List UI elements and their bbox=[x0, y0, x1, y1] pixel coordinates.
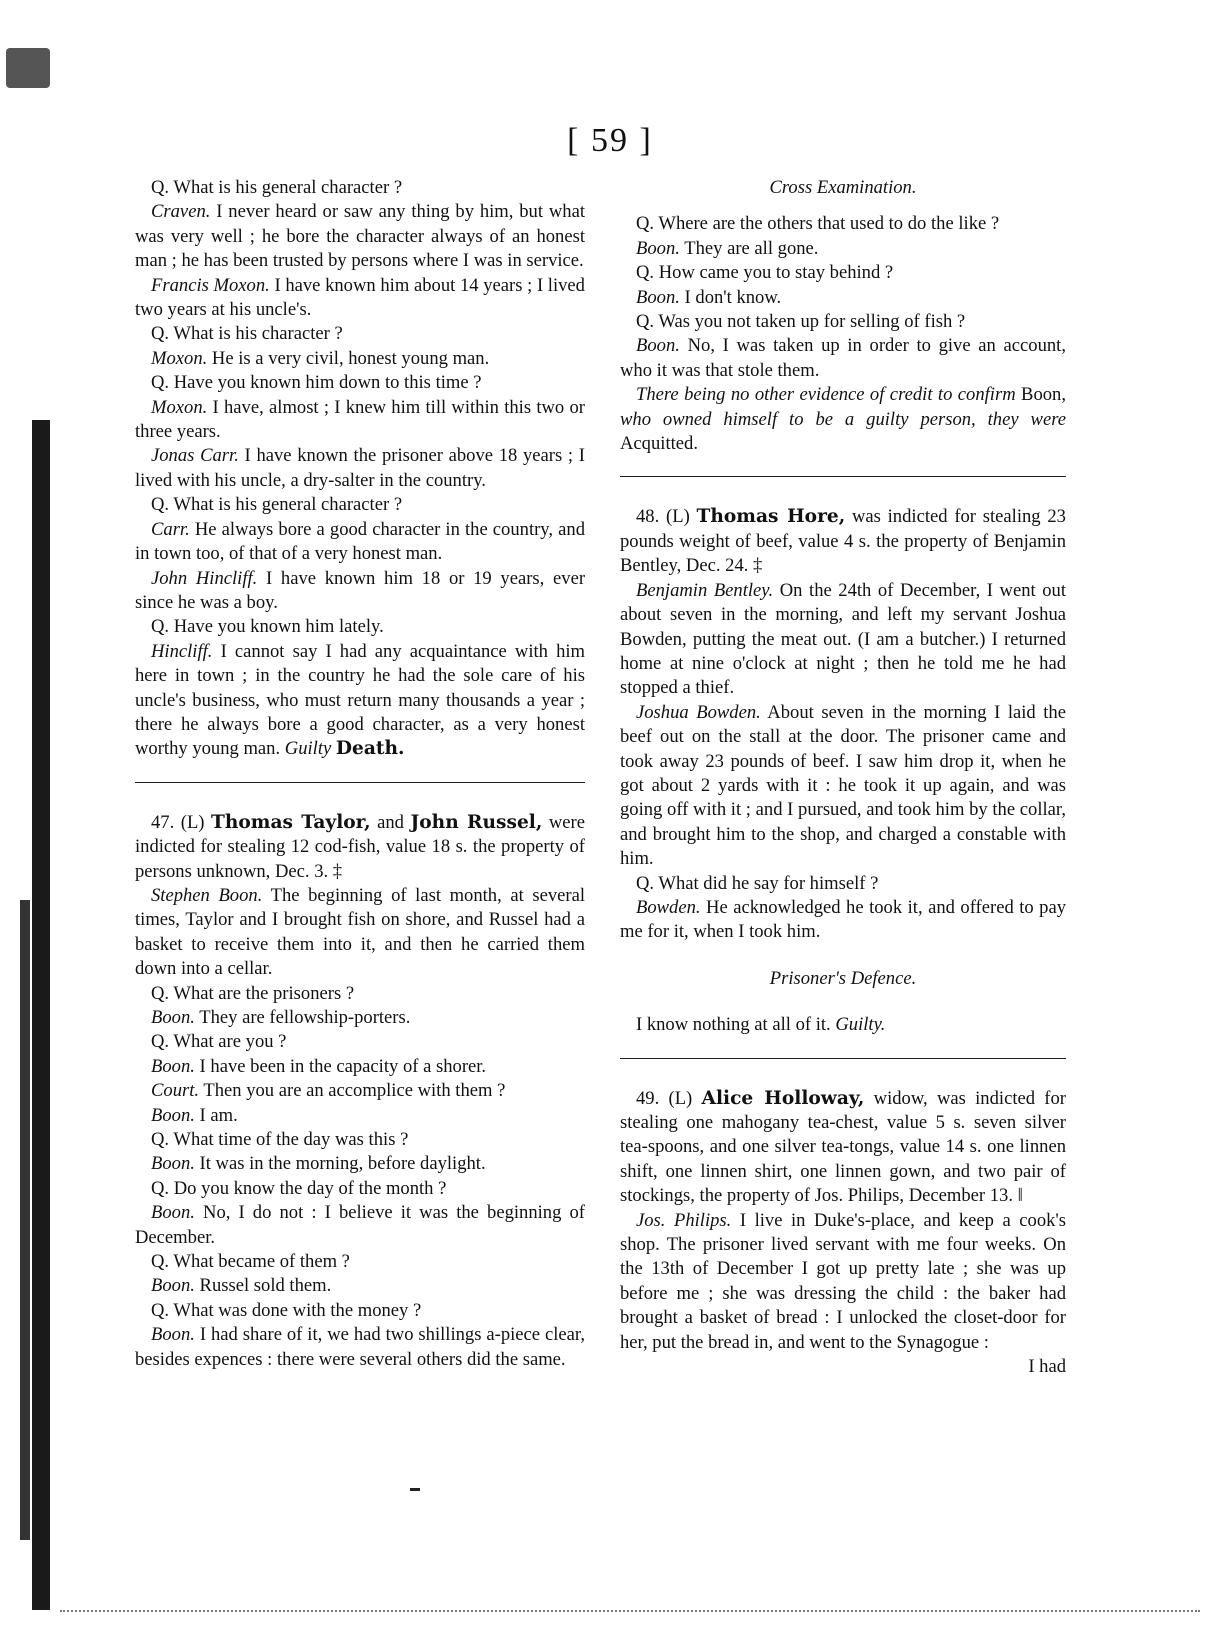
page-number: [ 59 ] bbox=[567, 122, 653, 159]
speaker-name: Benjamin Bentley. bbox=[636, 579, 774, 601]
testimony-text: Q. What time of the day was this ? bbox=[151, 1129, 409, 1151]
scan-bottom-edge bbox=[60, 1610, 1200, 1618]
testimony-line bbox=[620, 872, 1066, 896]
testimony-text: No, I was taken up in order to give an account, who it was that stole them. bbox=[620, 335, 1066, 381]
speaker-name: Craven. bbox=[151, 201, 211, 223]
testimony-text: Q. How came you to stay behind ? bbox=[636, 262, 894, 284]
testimony-text: I am. bbox=[194, 1104, 238, 1126]
testimony-text: Q. What became of them ? bbox=[151, 1251, 350, 1273]
speaker-name: Boon. bbox=[151, 1202, 195, 1224]
case-number: 48. (L) bbox=[636, 506, 690, 528]
speaker-name: Francis Moxon. bbox=[151, 274, 270, 296]
testimony-text: About seven in the morning I laid the beef out on the stall at the door. The prisoner came and took away 23 pounds of beef. I saw him drop it, when he got about 2 yards with it : he took it up again, and was going off with it ; and I pursued, and took him by the collar, and brought him to the shop, and charged a constable with him. bbox=[620, 701, 1066, 870]
defence-line bbox=[620, 1013, 1066, 1037]
spacer bbox=[620, 991, 1066, 1013]
verdict: Acquitted. bbox=[620, 433, 698, 455]
speaker-name: Boon. bbox=[151, 1275, 195, 1297]
speaker-name: Boon. bbox=[636, 286, 680, 308]
testimony-line bbox=[620, 1209, 1066, 1355]
testimony-text: Q. Where are the others that used to do the like ? bbox=[636, 213, 1000, 235]
testimony-line bbox=[135, 1055, 585, 1079]
testimony-text: I live in Duke's-place, and keep a cook's shop. The prisoner lived servant with me four weeks. On the 13th of December I got up pretty late ; she was up before me ; she was dressing the child : the baker had brought a basket of bread : I unlocked the closet-door for her, put the bread in, and went to the Synagogue : bbox=[620, 1209, 1066, 1353]
indictment-text: were indicted for stealing 12 cod-fish, value 18 s. the property of persons unknown, Dec. 3. ‡ bbox=[135, 811, 585, 882]
testimony-line bbox=[620, 896, 1066, 945]
speaker-name: Boon. bbox=[151, 1104, 195, 1126]
testimony-line bbox=[135, 1104, 585, 1128]
speaker-name: Hincliff. bbox=[151, 640, 213, 662]
testimony-text: Q. What was done with the money ? bbox=[151, 1299, 422, 1321]
testimony-text: Q. What are you ? bbox=[151, 1031, 287, 1053]
testimony-text: I had share of it, we had two shillings a-piece clear, besides expences : there were several others did the same. bbox=[135, 1324, 585, 1370]
testimony-text: He acknowledged he took it, and offered to pay me for it, when I took him. bbox=[620, 896, 1066, 943]
testimony-line bbox=[135, 1079, 585, 1103]
testimony-text: I have known him 18 or 19 years, ever since he was a boy. bbox=[135, 567, 586, 613]
speaker-name: Joshua Bowden. bbox=[636, 701, 761, 723]
testimony-text: Q. Was you not taken up for selling of fish ? bbox=[636, 311, 966, 333]
speaker-name: Bowden. bbox=[636, 896, 701, 918]
acquittal-line bbox=[620, 383, 1066, 456]
testimony-line bbox=[620, 334, 1066, 383]
speaker-name: Boon. bbox=[636, 335, 680, 357]
testimony-text: Q. What did he say for himself ? bbox=[636, 872, 879, 894]
testimony-line bbox=[620, 237, 1066, 261]
testimony-text: Russel sold them. bbox=[194, 1275, 332, 1297]
testimony-text: No, I do not : I believe it was the beginning of December. bbox=[135, 1202, 585, 1248]
testimony-line bbox=[135, 1177, 585, 1201]
right-column bbox=[620, 176, 1066, 1379]
witness-name: Boon, bbox=[1021, 384, 1066, 406]
case-48-heading bbox=[620, 505, 1066, 578]
testimony-line bbox=[135, 884, 585, 982]
testimony-text: I have been in the capacity of a shorer. bbox=[194, 1055, 487, 1077]
testimony-line bbox=[135, 1274, 585, 1298]
testimony-line bbox=[135, 1250, 585, 1274]
spacer bbox=[620, 200, 1066, 212]
testimony-text: He always bore a good character in the country, and in town too, of that of a very honest man. bbox=[135, 518, 585, 565]
section-rule bbox=[135, 782, 585, 783]
defendant-name: Thomas Taylor, bbox=[211, 811, 371, 833]
defendant-name: Alice Holloway, bbox=[701, 1087, 865, 1109]
testimony-text: Q. What is his character ? bbox=[151, 323, 343, 345]
speaker-name: Moxon. bbox=[151, 396, 208, 418]
testimony-text: Q. Have you known him down to this time ? bbox=[151, 372, 482, 394]
testimony-text: I don't know. bbox=[679, 286, 782, 308]
section-rule bbox=[620, 1058, 1066, 1059]
case-47-heading bbox=[135, 811, 585, 884]
testimony-line bbox=[620, 286, 1066, 310]
testimony-text: I have known him about 14 years ; I lived two years at his uncle's. bbox=[135, 274, 585, 321]
testimony-text: They are fellowship-porters. bbox=[194, 1007, 411, 1028]
testimony-line bbox=[135, 444, 585, 493]
section-rule bbox=[620, 476, 1066, 477]
case-49-heading bbox=[620, 1087, 1066, 1209]
testimony-text: Q. Do you know the day of the month ? bbox=[151, 1177, 447, 1199]
defence-text: I know nothing at all of it. bbox=[636, 1014, 831, 1036]
testimony-line bbox=[135, 371, 585, 395]
scan-edge-mark bbox=[6, 48, 50, 88]
testimony-text: Q. What is his general character ? bbox=[151, 494, 403, 516]
catchword: I had bbox=[1028, 1356, 1066, 1378]
testimony-line bbox=[135, 1299, 585, 1323]
testimony-line bbox=[620, 212, 1066, 236]
verdict: Guilty. bbox=[835, 1014, 886, 1036]
testimony-line bbox=[135, 640, 585, 762]
testimony-text: I cannot say I had any acquaintance with him here in town ; in the country he had the sole care of his uncle's business, who must return many thousands a year ; there he always bore a good character, as a very honest worthy young man. bbox=[135, 640, 585, 760]
testimony-line bbox=[135, 1128, 585, 1152]
footer-mark bbox=[410, 1488, 420, 1491]
testimony-text: Q. What are the prisoners ? bbox=[151, 982, 355, 1004]
defendant-name: Thomas Hore, bbox=[696, 506, 846, 528]
testimony-line bbox=[135, 1030, 585, 1054]
testimony-line bbox=[620, 310, 1066, 334]
speaker-name: Boon. bbox=[151, 1007, 195, 1028]
testimony-line bbox=[620, 579, 1066, 701]
speaker-name: Boon. bbox=[636, 237, 680, 259]
defence-heading: Prisoner's Defence. bbox=[769, 967, 917, 989]
left-column bbox=[135, 176, 585, 1372]
speaker-name: Boon. bbox=[151, 1324, 195, 1346]
verdict: Guilty bbox=[284, 738, 332, 760]
testimony-line bbox=[135, 518, 585, 567]
defendant-name: John Russel, bbox=[410, 811, 543, 833]
speaker-name: Jonas Carr. bbox=[151, 445, 239, 467]
testimony-line bbox=[135, 200, 585, 273]
testimony-line bbox=[135, 274, 585, 323]
acquittal-text: There being no other evidence of credit to confirm bbox=[636, 384, 1016, 406]
speaker-name: Stephen Boon. bbox=[151, 884, 263, 906]
testimony-line bbox=[135, 1201, 585, 1250]
testimony-text: Q. Have you known him lately. bbox=[151, 616, 384, 638]
speaker-name: Moxon. bbox=[151, 347, 208, 369]
testimony-line bbox=[135, 493, 585, 517]
indictment-text: widow, was indicted for stealing one mahogany tea-chest, value 5 s. seven silver tea-spoons, and one silver tea-tongs, value 14 s. one linnen shift, one linnen shirt, one linnen gown, and two pair of stockings, the property of Jos. Philips, December 13. ‖ bbox=[620, 1087, 1066, 1207]
testimony-line bbox=[135, 567, 585, 616]
speaker-name: Carr. bbox=[151, 518, 190, 540]
testimony-line bbox=[135, 615, 585, 639]
testimony-text: I never heard or saw any thing by him, but what was very well ; he bore the character always of an honest man ; he has been trusted by persons where I was in service. bbox=[135, 201, 585, 272]
testimony-line bbox=[135, 1323, 585, 1372]
speaker-name: Court. bbox=[151, 1080, 200, 1102]
case-number: 47. (L) bbox=[151, 811, 205, 833]
acquittal-text: who owned himself to be a guilty person, they were bbox=[620, 408, 1066, 430]
testimony-line bbox=[135, 322, 585, 346]
spacer bbox=[620, 945, 1066, 967]
testimony-text: It was in the morning, before daylight. bbox=[194, 1153, 486, 1175]
speaker-name: Jos. Philips. bbox=[636, 1209, 732, 1231]
testimony-text: I have, almost ; I knew him till within this two or three years. bbox=[135, 396, 585, 443]
indictment-text: was indicted for stealing 23 pounds weight of beef, value 4 s. the property of Benjamin Bentley, Dec. 24. ‡ bbox=[620, 506, 1066, 577]
testimony-text: Q. What is his general character ? bbox=[151, 177, 403, 198]
speaker-name: Boon. bbox=[151, 1055, 195, 1077]
testimony-line bbox=[135, 1006, 585, 1030]
case-number: 49. (L) bbox=[636, 1087, 693, 1109]
testimony-line bbox=[135, 176, 585, 200]
conjunction: and bbox=[370, 811, 411, 833]
scan-binding-shadow bbox=[32, 420, 50, 1610]
testimony-text: They are all gone. bbox=[679, 237, 819, 259]
sentence: Death. bbox=[335, 738, 405, 760]
testimony-line bbox=[135, 347, 585, 371]
testimony-line bbox=[135, 982, 585, 1006]
testimony-text: On the 24th of December, I went out about seven in the morning, and left my servant Joshua Bowden, putting the meat out. (I am a butcher.) I returned home at nine o'clock at night ; then he told me he had stopped a thief. bbox=[620, 579, 1066, 699]
scan-binding-shadow-inner bbox=[20, 900, 30, 1540]
testimony-line bbox=[620, 261, 1066, 285]
cross-examination-heading: Cross Examination. bbox=[769, 177, 917, 198]
testimony-line bbox=[135, 1152, 585, 1176]
testimony-line bbox=[135, 396, 585, 445]
testimony-line bbox=[620, 701, 1066, 872]
speaker-name: Boon. bbox=[151, 1153, 195, 1175]
testimony-text: The beginning of last month, at several times, Taylor and I brought fish on shore, and Russel had a basket to receive them into it, and then he carried them down into a cellar. bbox=[135, 884, 585, 980]
testimony-text: He is a very civil, honest young man. bbox=[207, 347, 490, 369]
testimony-text: Then you are an accomplice with them ? bbox=[199, 1080, 506, 1102]
testimony-text: I have known the prisoner above 18 years ; I lived with his uncle, a dry-salter in the country. bbox=[135, 445, 585, 491]
speaker-name: John Hincliff. bbox=[151, 567, 258, 589]
